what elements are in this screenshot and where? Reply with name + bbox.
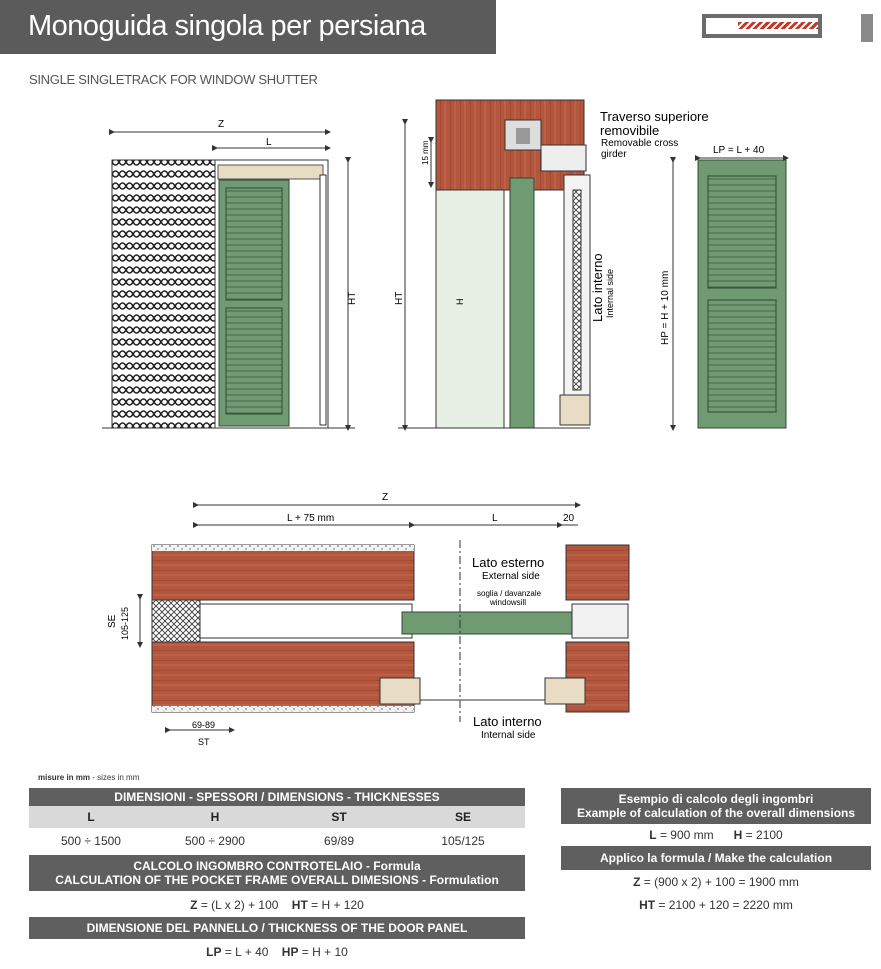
plan-z-label: Z (382, 492, 389, 503)
plan-st-range-label: 69-89 (192, 720, 216, 730)
header-h: H (210, 810, 220, 824)
example-l-label: L (649, 828, 657, 842)
apply-formula-title: Applico la formula / Make the calculation (561, 846, 871, 870)
pocket-frame-formulas (29, 895, 525, 915)
pocket-frame-title (29, 855, 525, 891)
value-se: 105/125 (441, 834, 485, 848)
page-title: Monoguida singola per persiana (28, 10, 426, 42)
plan-se-label: SE (107, 614, 118, 628)
plan-soglia-label: soglia / davanzale (477, 589, 542, 598)
lp-formula: = L + 40 (221, 945, 269, 959)
dimensions-table-title: DIMENSIONI - SPESSORI / DIMENSIONS - THICKNESSES (29, 788, 525, 806)
header-l: L (87, 810, 95, 824)
hp-formula-label: HP (281, 945, 299, 959)
plan-interno-en-label: Internal side (481, 730, 536, 741)
example-ht-value: = 2100 + 120 = 2220 mm (655, 898, 793, 912)
section-ht-label: HT (394, 291, 405, 305)
pocket-frame-title-it: CALCOLO INGOMBRO CONTROTELAIO - Formula (133, 859, 421, 873)
front-l-label: L (266, 137, 272, 148)
example-h-value: = 2100 (742, 828, 783, 842)
z-formula-label: Z (190, 898, 198, 912)
section-15mm-label: 15 mm (421, 140, 430, 165)
plan-st-label: ST (198, 737, 210, 747)
page-subtitle: SINGLE SINGLETRACK FOR WINDOW SHUTTER (29, 72, 318, 87)
example-title-en: Example of calculation of the overall dimensions (576, 806, 856, 820)
example-ht-label: HT (639, 898, 656, 912)
example-z-label: Z (633, 875, 641, 889)
front-ht-label: HT (347, 291, 358, 305)
example-z-calc (561, 872, 871, 892)
pocket-frame-title-en: CALCULATION OF THE POCKET FRAME OVERALL DIMESIONS - Formulation (55, 873, 499, 887)
dimensions-table-headers (29, 806, 525, 828)
plan-l-label: L (492, 513, 498, 524)
section-interno-en-label: Internal side (605, 268, 615, 318)
sizes-note (38, 773, 139, 782)
traverso-en2-label: girder (601, 149, 627, 160)
panel-view (660, 145, 786, 428)
value-h: 500 ÷ 2900 (185, 834, 245, 848)
value-st: 69/89 (323, 834, 355, 848)
traverso-it2-label: removibile (600, 123, 660, 138)
plan-interno-it-label: Lato interno (473, 714, 542, 729)
plan-se-range-label: 105-125 (120, 606, 130, 640)
plan-l75-label: L + 75 mm (287, 513, 335, 524)
panel-lp-label: LP = L + 40 (713, 145, 765, 156)
value-l: 500 ÷ 1500 (61, 834, 121, 848)
plan-esterno-it-label: Lato esterno (472, 555, 545, 570)
example-l-value: = 900 mm (656, 828, 714, 842)
z-formula: = (L x 2) + 100 (197, 898, 279, 912)
ht-formula-label: HT (291, 898, 308, 912)
traverso-it-label: Traverso superiore (600, 109, 709, 124)
door-panel-formulas (29, 942, 525, 962)
traverso-en-label: Removable cross (601, 138, 679, 149)
section-view (394, 100, 709, 428)
panel-hp-label: HP = H + 10 mm (660, 270, 671, 345)
example-inputs (561, 825, 871, 845)
example-z-value: = (900 x 2) + 100 = 1900 mm (640, 875, 799, 889)
hp-formula: = H + 10 (298, 945, 348, 959)
door-panel-title: DIMENSIONE DEL PANNELLO / THICKNESS OF THE DOOR PANEL (29, 917, 525, 939)
front-view (102, 119, 358, 428)
example-title-it: Esempio di calcolo degli ingombri (618, 792, 814, 806)
section-interno-it-label: Lato interno (590, 253, 605, 322)
plan-esterno-en-label: External side (482, 571, 540, 582)
header-se: SE (454, 810, 471, 824)
plan-windowsill-label: windowsill (490, 598, 527, 607)
example-ht-calc (561, 895, 871, 915)
plan-view (107, 492, 629, 747)
header-st: ST (331, 810, 347, 824)
lp-formula-label: LP (206, 945, 222, 959)
example-h-label: H (733, 828, 743, 842)
section-h-label: H (455, 298, 465, 305)
ht-formula: = H + 120 (307, 898, 364, 912)
dimensions-table-values (29, 830, 525, 852)
example-title (561, 788, 871, 824)
plan-20-label: 20 (563, 513, 575, 524)
front-z-label: Z (218, 119, 225, 130)
sizes-note-it: misure in mm (38, 773, 91, 782)
sizes-note-en: - sizes in mm (90, 773, 140, 782)
